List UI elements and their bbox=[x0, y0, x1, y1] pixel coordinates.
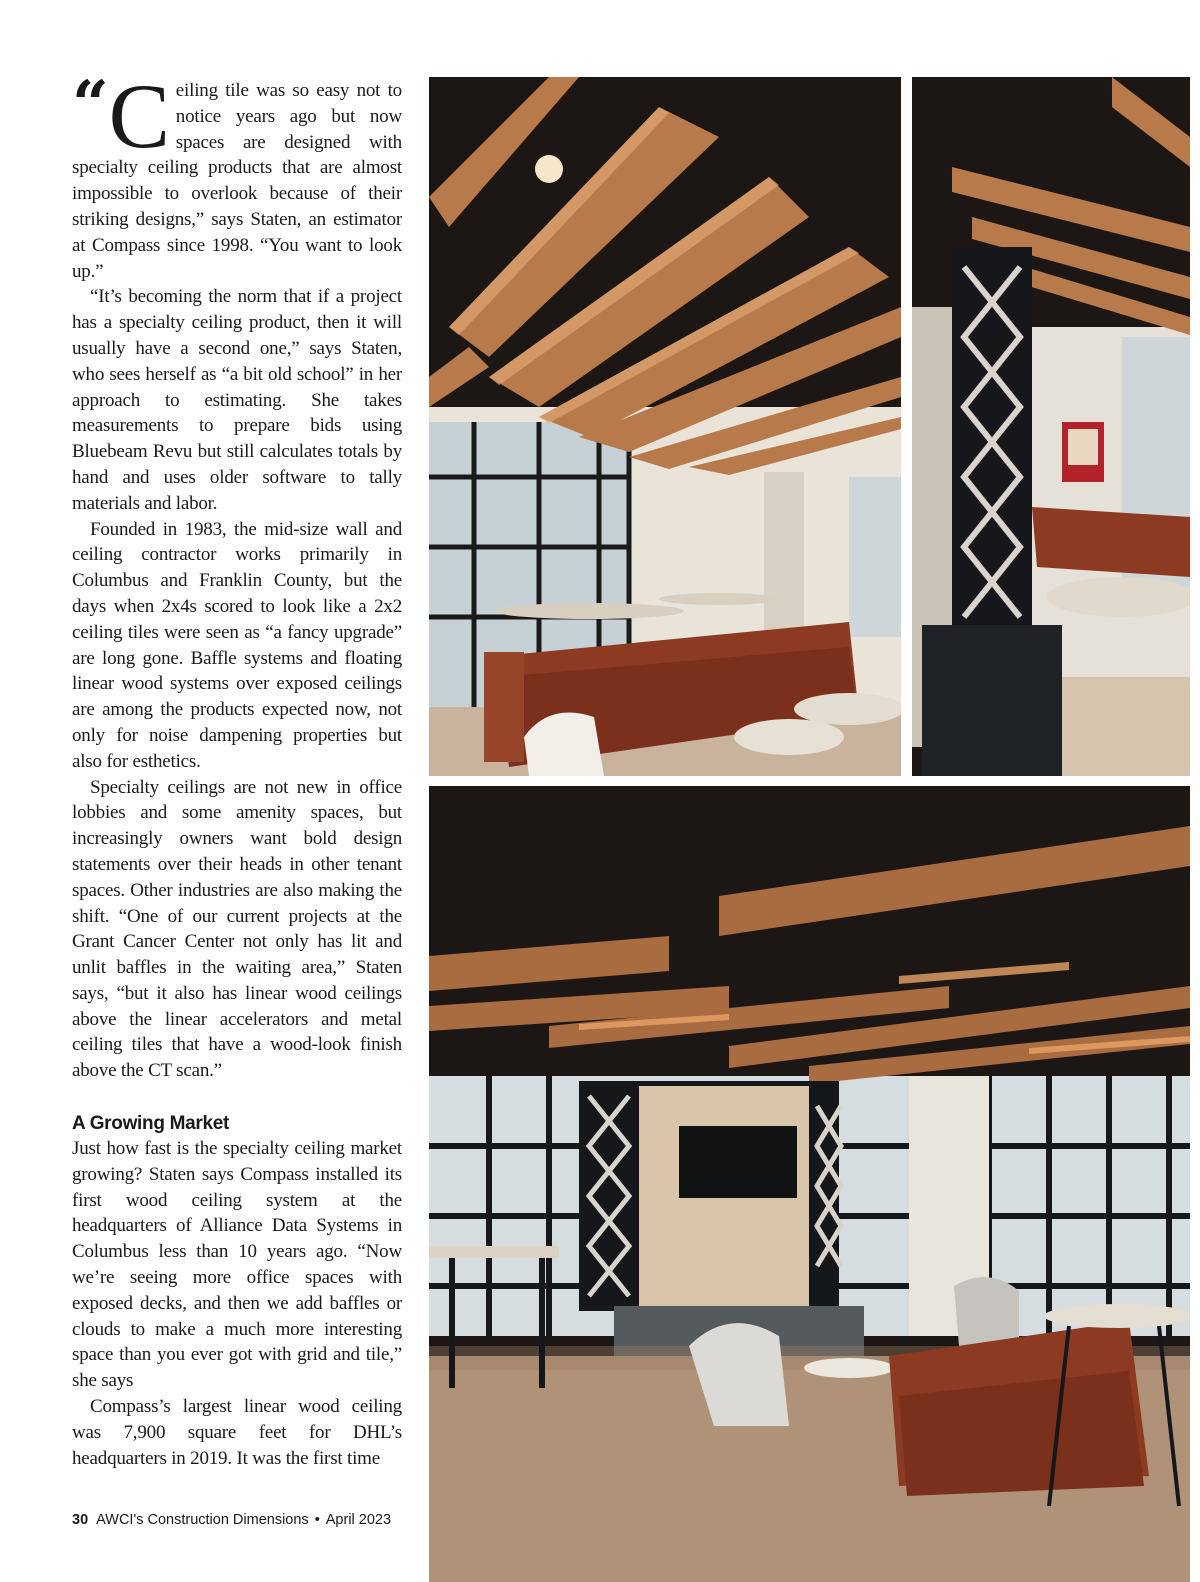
issue-date: April 2023 bbox=[325, 1512, 392, 1528]
page-number: 30 bbox=[72, 1512, 89, 1528]
paragraph-5: Just how fast is the specialty ceiling market growing? Staten says Compass installed its first wood ceiling system at the headquarters of Alliance Data Systems in Columbus less than 10 years ago. “Now we’re seeing more office spaces with exposed decks, and then we add baffles or clouds to make a much more interesting space than you ever got with grid and tile,” she says bbox=[72, 1138, 402, 1392]
footer-separator: • bbox=[314, 1512, 320, 1528]
photo-lounge-image bbox=[429, 77, 901, 776]
open-quote-mark: “ bbox=[72, 78, 109, 142]
drop-cap: C bbox=[108, 78, 170, 167]
paragraph-1 bbox=[72, 78, 402, 284]
paragraph-2: “It’s becoming the norm that if a project has a specialty ceiling product, then it will usually have a second one,” says Staten, who sees herself as “a bit old school” in her approach to estimating. She takes measurements to prepare bids using Bluebeam Revu but still calculates totals by hand and uses older software to tally materials and labor. bbox=[72, 286, 402, 514]
photo-column-image bbox=[912, 77, 1190, 776]
photo-open-office bbox=[429, 786, 1190, 1582]
section-heading: A Growing Market bbox=[72, 1113, 230, 1135]
photo-lounge-wood-baffles bbox=[429, 77, 901, 776]
article-text bbox=[72, 78, 402, 1498]
photo-steel-column bbox=[912, 77, 1190, 776]
publication-name: AWCI's Construction Dimensions bbox=[96, 1512, 309, 1528]
paragraph-6: Compass’s largest linear wood ceiling was 7,900 square feet for DHL’s headquarters in 2019. It was the first time bbox=[72, 1396, 402, 1469]
photo-office-image bbox=[429, 786, 1190, 1582]
paragraph-1-text: eiling tile was so easy not to notice years ago but now spaces are designed with specialty ceiling products that are almost impossible to overlook because of their striking designs,” says Staten, an estimator at Compass since 1998. “You want to look up.” bbox=[72, 80, 402, 282]
paragraph-3: Founded in 1983, the mid-size wall and ceiling contractor works primarily in Columbus and Franklin County, but the days when 2x4s scored to look like a 2x2 ceiling tiles were seen as “a fancy upgrade” are long gone. Baffle systems and floating linear wood systems over exposed ceilings are among the products expected now, not only for noise dampening properties but also for esthetics. bbox=[72, 518, 402, 772]
page-footer bbox=[72, 1512, 412, 1528]
paragraph-4: Specialty ceilings are not new in office lobbies and some amenity spaces, but increasingly owners want bold design statements over their heads in other tenant spaces. Other industries are also making the shift. “One of our current projects at the Grant Cancer Center not only has lit and unlit baffles in the waiting area,” Staten says, “but it also has linear wood ceilings above the linear accelerators and metal ceiling tiles that have a wood-look finish above the CT scan.” bbox=[72, 776, 402, 1082]
